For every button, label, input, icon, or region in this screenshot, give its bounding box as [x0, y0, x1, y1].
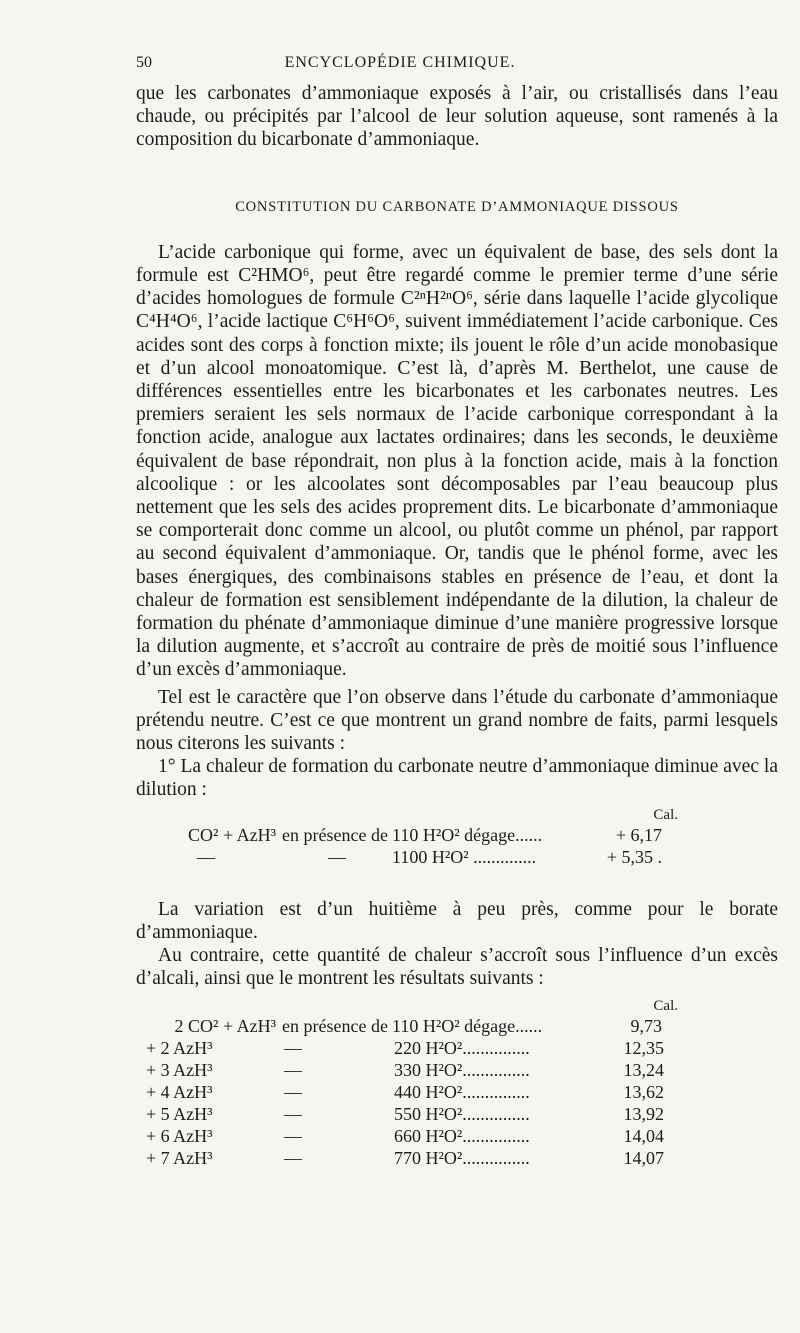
page-number: 50 — [136, 54, 152, 71]
table-row — [136, 1125, 778, 1147]
dilution-table — [136, 806, 778, 868]
solvent: 770 H²O²............... — [394, 1147, 530, 1168]
table-row — [136, 824, 778, 846]
heat-value: 13,92 — [623, 1103, 664, 1124]
unit-label: Cal. — [653, 997, 678, 1014]
reactants: + 5 AzH³ — [146, 1103, 213, 1124]
heat-value: 13,62 — [623, 1081, 664, 1102]
paragraph-dilution: 1° La chaleur de formation du carbonate neutre d’ammoniaque diminue avec la dilution : — [136, 756, 778, 801]
connector: — — [284, 1081, 302, 1102]
paragraph-variation: La variation est d’un huitième à peu près, comme pour le borate d’ammoniaque. — [136, 898, 778, 943]
table-row — [136, 846, 778, 868]
connector: — — [284, 1037, 302, 1058]
connector: — — [284, 1059, 302, 1080]
solvent: 110 H²O² dégage...... — [392, 1015, 543, 1036]
reactants: + 4 AzH³ — [146, 1081, 213, 1102]
connector: — — [284, 1147, 302, 1168]
paragraph-excess-alkali: Au contraire, cette quantité de chaleur s’accroît sous l’influence d’un excès d’alcali, ainsi que le montrent les résultats suivants : — [136, 945, 778, 990]
heat-value: 14,07 — [623, 1147, 664, 1168]
connector: en présence de — [282, 824, 388, 845]
unit-label: Cal. — [653, 806, 678, 823]
alkali-table — [136, 997, 778, 1169]
table-row — [136, 1059, 778, 1081]
paragraph-carbonic-acid: L’acide carbonique qui forme, avec un équivalent de base, des sels dont la formule est C²HMO⁶, peut être regardé comme le premier terme d’une série d’acides homologues de formule C²ⁿH²ⁿO⁶, série dans laquelle l’acide glycolique C⁴H⁴O⁶, l’acide lactique C⁶H⁶O⁶, suivent immédiatement l’acide carbonique. Ces acides sont des corps à fonction mixte; ils jouent le rôle d’un acide monobasique et d’un alcool monoatomique. C’est là, d’après M. Berthelot, une cause de différences essentielles entre les bicarbonates et les carbonates neutres. Les premiers seraient les sels normaux de l’acide carbonique correspondant à la fonction acide, analogue aux lactates ordinaires; dans les seconds, le deuxième équivalent de base répondrait, non plus à la fonction acide, mais à la fonction alcoolique : or les alcoolates sont décomposables par l’eau beaucoup plus nettement que les sels des acides proprement dits. Le bicarbonate d’ammoniaque se comporterait donc comme un alcool, ou plutôt comme un phénol, par rapport au second équivalent d’ammoniaque. Or, tandis que le phénol forme, avec les bases énergiques, des combinaisons stables en présence de l’eau, et dont la chaleur de formation est sensiblement indépendante de la dilution, la chaleur de formation du phénate d’ammoniaque diminue d’une manière progressive lorsque la dilution augmente, et s’accroît au contraire de près de moitié sous l’influence d’un excès d’ammoniaque. — [136, 241, 778, 681]
solvent: 660 H²O²............... — [394, 1125, 530, 1146]
reactants: — — [197, 846, 215, 867]
connector: — — [284, 1103, 302, 1124]
connector: en présence de — [282, 1015, 388, 1036]
solvent: 440 H²O²............... — [394, 1081, 530, 1102]
heat-value: 9,73 — [630, 1015, 662, 1036]
table-row — [136, 1015, 778, 1037]
table-row — [136, 1147, 778, 1169]
connector: — — [328, 846, 346, 867]
reactants: + 6 AzH³ — [146, 1125, 213, 1146]
table-row — [136, 1103, 778, 1125]
reactants: + 2 AzH³ — [146, 1037, 213, 1058]
page-body — [136, 82, 778, 1169]
table-row — [136, 1037, 778, 1059]
solvent: 220 H²O²............... — [394, 1037, 530, 1058]
paragraph-neutral-carbonate: Tel est le caractère que l’on observe dans l’étude du carbonate d’ammoniaque prétendu neutre. C’est ce que montrent un grand nombre de faits, parmi lesquels nous citerons les suivants : — [136, 686, 778, 755]
reactants: CO² + AzH³ — [188, 824, 276, 845]
heat-value: + 6,17 — [615, 824, 662, 845]
reactants: + 7 AzH³ — [146, 1147, 213, 1168]
intro-paragraph: que les carbonates d’ammoniaque exposés à l’air, ou cristallisés dans l’eau chaude, ou précipités par l’alcool de leur solution aqueuse, sont ramenés à la composition du bicarbonate d’ammoniaque. — [136, 83, 778, 151]
heat-value: 12,35 — [623, 1037, 664, 1058]
heat-value: 14,04 — [623, 1125, 664, 1146]
solvent: 1100 H²O² .............. — [392, 846, 537, 867]
heat-value: + 5,35 . — [606, 846, 662, 867]
solvent: 550 H²O²............... — [394, 1103, 530, 1124]
connector: — — [284, 1125, 302, 1146]
section-title: CONSTITUTION DU CARBONATE D’AMMONIAQUE DISSOUS — [235, 198, 679, 215]
heat-value: 13,24 — [623, 1059, 664, 1080]
table-row — [136, 1081, 778, 1103]
solvent: 110 H²O² dégage...... — [392, 824, 543, 845]
reactants: + 3 AzH³ — [146, 1059, 213, 1080]
page-header — [0, 54, 800, 76]
reactants: 2 CO² + AzH³ — [174, 1015, 276, 1036]
running-title: ENCYCLOPÉDIE CHIMIQUE. — [284, 54, 516, 71]
solvent: 330 H²O²............... — [394, 1059, 530, 1080]
